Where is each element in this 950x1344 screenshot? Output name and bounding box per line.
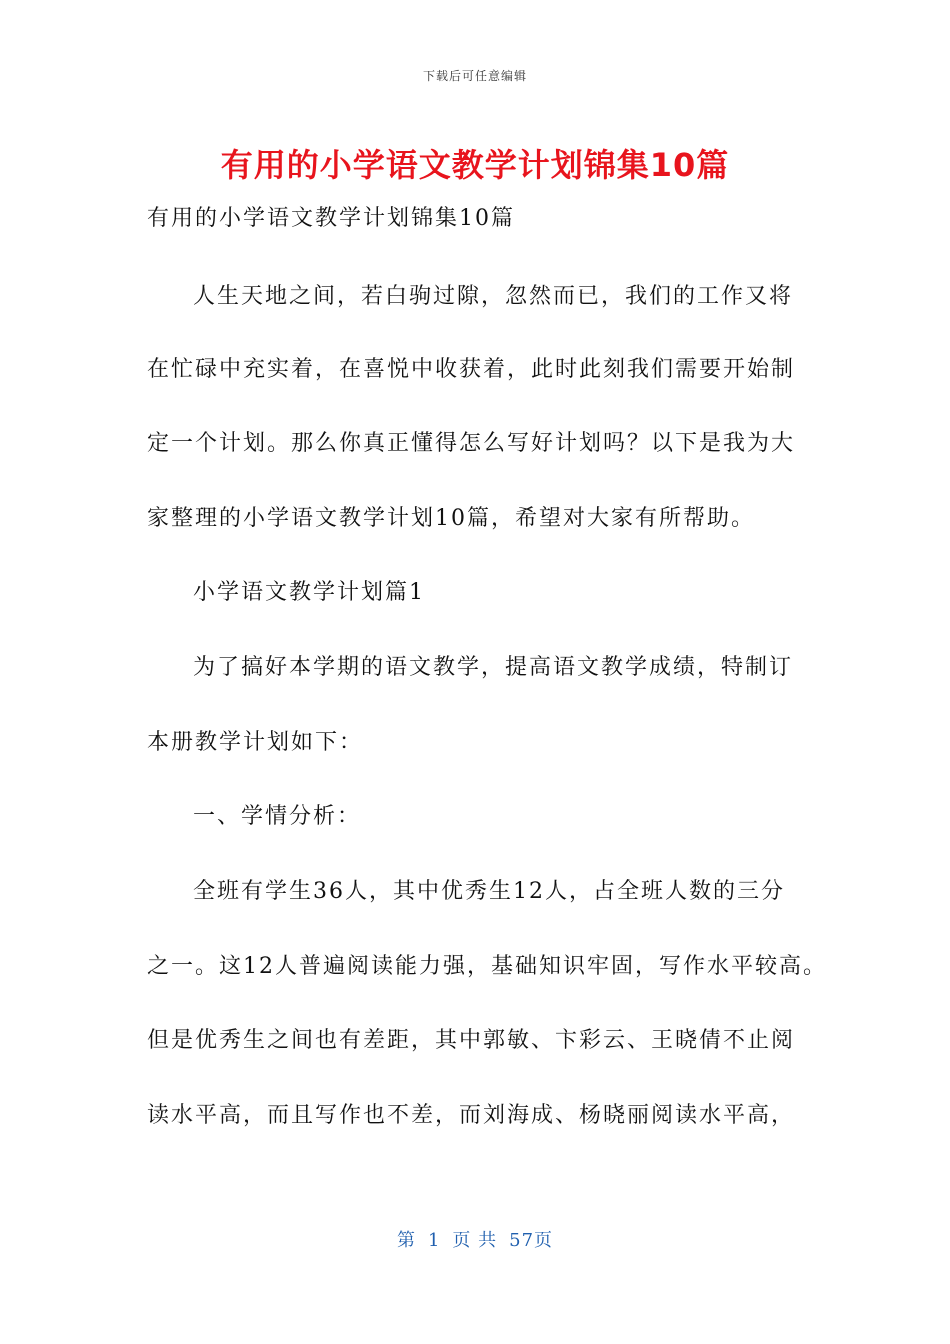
document-title: 有用的小学语文教学计划锦集10篇	[220, 146, 730, 184]
header-note: 下载后可任意编辑	[422, 69, 527, 83]
paragraph-line: 人生天地之间，若白驹过隙，忽然而已，我们的工作又将	[193, 284, 794, 309]
footer-page-label: 第	[396, 1230, 416, 1251]
paragraph-line: 在忙碌中充实着，在喜悦中收获着，此时此刻我们需要开始制	[147, 357, 796, 382]
paragraph-line: 但是优秀生之间也有差距，其中郭敏、卞彩云、王晓倩不止阅	[147, 1028, 796, 1053]
paragraph-line: 本册教学计划如下：	[147, 730, 364, 755]
paragraph-line: 定一个计划。那么你真正懂得怎么写好计划吗？以下是我为大	[147, 431, 796, 456]
paragraph-line: 全班有学生36人，其中优秀生12人，占全班人数的三分	[193, 879, 785, 904]
section-heading: 小学语文教学计划篇1	[193, 580, 425, 605]
paragraph-line: 读水平高，而且写作也不差，而刘海成、杨晓丽阅读水平高，	[147, 1103, 796, 1128]
footer-total-pages: 57页	[509, 1230, 554, 1251]
footer-of-label: 页 共	[452, 1230, 498, 1251]
subsection-heading: 一、学情分析：	[193, 804, 362, 829]
footer-current-page: 1	[427, 1230, 441, 1251]
subtitle-line: 有用的小学语文教学计划锦集10篇	[147, 206, 515, 231]
paragraph-line: 为了搞好本学期的语文教学，提高语文教学成绩，特制订	[193, 655, 794, 680]
page-footer	[0, 1226, 950, 1252]
paragraph-line: 家整理的小学语文教学计划10篇，希望对大家有所帮助。	[147, 506, 755, 531]
paragraph-line: 之一。这12人普遍阅读能力强，基础知识牢固，写作水平较高。	[147, 954, 827, 979]
